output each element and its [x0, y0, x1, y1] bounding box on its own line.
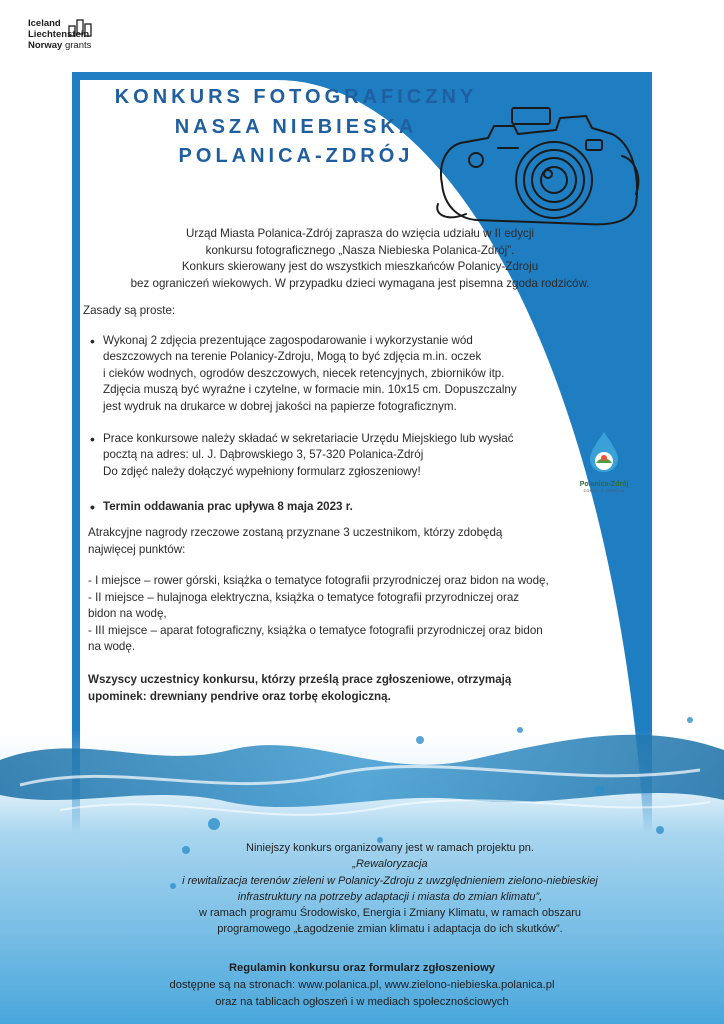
- logo-line-liechtenstein: Liechtenstein: [28, 29, 90, 40]
- rule-line: deszczowych na terenie Polanicy-Zdroju, Mogą to być zdjęcia m.in. oczek: [103, 350, 482, 364]
- prize-third: - III miejsce – aparat fotograficzny, książka o tematyce fotografii przyrodniczej oraz bidon: [88, 623, 543, 637]
- project-title-end: infrastruktury na potrzeby adaptacji i miasta do zmian klimatu”,: [237, 890, 543, 903]
- logo-line-iceland: Iceland: [28, 18, 61, 29]
- eea-grants-mark-icon: [68, 18, 96, 44]
- project-note: [150, 840, 630, 938]
- intro-line: bez ograniczeń wiekowych. W przypadku dzieci wymagana jest pisemna zgoda rodziców.: [130, 276, 590, 290]
- prize-third-cont: na wodę.: [88, 640, 136, 653]
- intro-text: [90, 226, 630, 292]
- city-logo-name: Polanica-Zdrój: [579, 481, 629, 488]
- regulamin-heading: Regulamin konkursu oraz formularz zgłoszeniowy: [228, 962, 496, 974]
- page-title-line2: NASZA NIEBIESKA: [174, 116, 418, 138]
- city-logo-sub: ZDRÓJ Z ZDROJA: [583, 488, 625, 493]
- rule-photos: [90, 333, 563, 415]
- gift-line: Wszyscy uczestnicy konkursu, którzy prześlą prace zgłoszeniowe, otrzymają: [88, 673, 512, 686]
- regulamin-line: oraz na tablicach ogłoszeń i w mediach społecznościowych: [215, 995, 509, 1008]
- camera-icon: [436, 104, 642, 228]
- rule-line: • Termin oddawania prac upływa 8 maja 2023 r.: [103, 500, 353, 513]
- intro-line: Urząd Miasta Polanica-Zdrój zaprasza do wzięcia udziału w II edycji: [186, 227, 534, 240]
- rule-line: • Prace konkursowe należy składać w sekretariacie Urzędu Miejskiego lub wysłać: [103, 432, 514, 445]
- water-drop-icon: [586, 430, 622, 474]
- polanica-zdroj-logo: [574, 430, 634, 493]
- prizes-intro: [88, 525, 598, 558]
- rule-line: Zdjęcia muszą być wyraźne i czytelne, w formacie min. 10x15 cm. Dopuszczalny: [103, 383, 517, 397]
- regulamin-info: [0, 960, 724, 1010]
- prize-second-cont: bidon na wodę,: [88, 607, 167, 620]
- rule-submission: [90, 431, 563, 480]
- rule-line: pocztą na adres: ul. J. Dąbrowskiego 3, 57-320 Polanica-Zdrój: [103, 448, 424, 462]
- project-line: Niniejszy konkurs organizowany jest w ramach projektu pn.: [246, 842, 534, 854]
- gift-line: upominek: drewniany pendrive oraz torbę ekologiczną.: [88, 689, 391, 703]
- prize-second: - II miejsce – hulajnoga elektryczna, książka o tematyce fotografii przyrodniczej oraz: [88, 590, 520, 604]
- page-title-line3: POLANICA-ZDRÓJ: [178, 145, 414, 167]
- rules-heading: Zasady są proste:: [83, 304, 176, 317]
- logo-line-grants: grants: [64, 40, 92, 51]
- rule-line: Do zdjęć należy dołączyć wypełniony formularz zgłoszeniowy!: [103, 464, 421, 478]
- intro-line: Konkurs skierowany jest do wszystkich mieszkańców Polanicy-Zdroju: [181, 260, 539, 273]
- prize-first: - I miejsce – rower górski, książka o tematyce fotografii przyrodniczej oraz bidon na wodę,: [88, 574, 549, 587]
- project-title: i rewitalizacja terenów zieleni w Polanicy-Zdroju z uwzględnieniem zielono-niebieskiej: [182, 874, 598, 887]
- prizes-line: najwięcej punktów:: [88, 542, 186, 556]
- project-line: w ramach programu Środowisko, Energia i Zmiany Klimatu, w ramach obszaru: [198, 907, 582, 920]
- page-title-line1: KONKURS FOTOGRAFICZNY: [114, 86, 478, 108]
- prizes-line: Atrakcyjne nagrody rzeczowe zostaną przyznane 3 uczestnikom, którzy zdobędą: [88, 526, 503, 539]
- rule-line: i cieków wodnych, ogrodów deszczowych, niecek retencyjnych, zbiorników itp.: [103, 366, 505, 380]
- rule-line: jest wydruk na drukarce w dobrej jakości na papierze fotograficznym.: [103, 399, 457, 413]
- rule-deadline: [90, 499, 563, 515]
- prize-list: [88, 573, 598, 656]
- project-title-start: „Rewaloryzacja: [352, 858, 428, 871]
- intro-line: konkursu fotograficznego „Nasza Niebieska Polanica-Zdrój”.: [205, 243, 515, 257]
- rule-line: • Wykonaj 2 zdjęcia prezentujące zagospodarowanie i wykorzystanie wód: [103, 334, 473, 347]
- project-line: programowego „Łagodzenie zmian klimatu i adaptacja do ich skutków”.: [217, 923, 563, 936]
- regulamin-line: dostępne są na stronach: www.polanica.pl, www.zielono-niebieska.polanica.pl: [169, 978, 555, 991]
- logo-line-norway: Norway: [28, 40, 63, 51]
